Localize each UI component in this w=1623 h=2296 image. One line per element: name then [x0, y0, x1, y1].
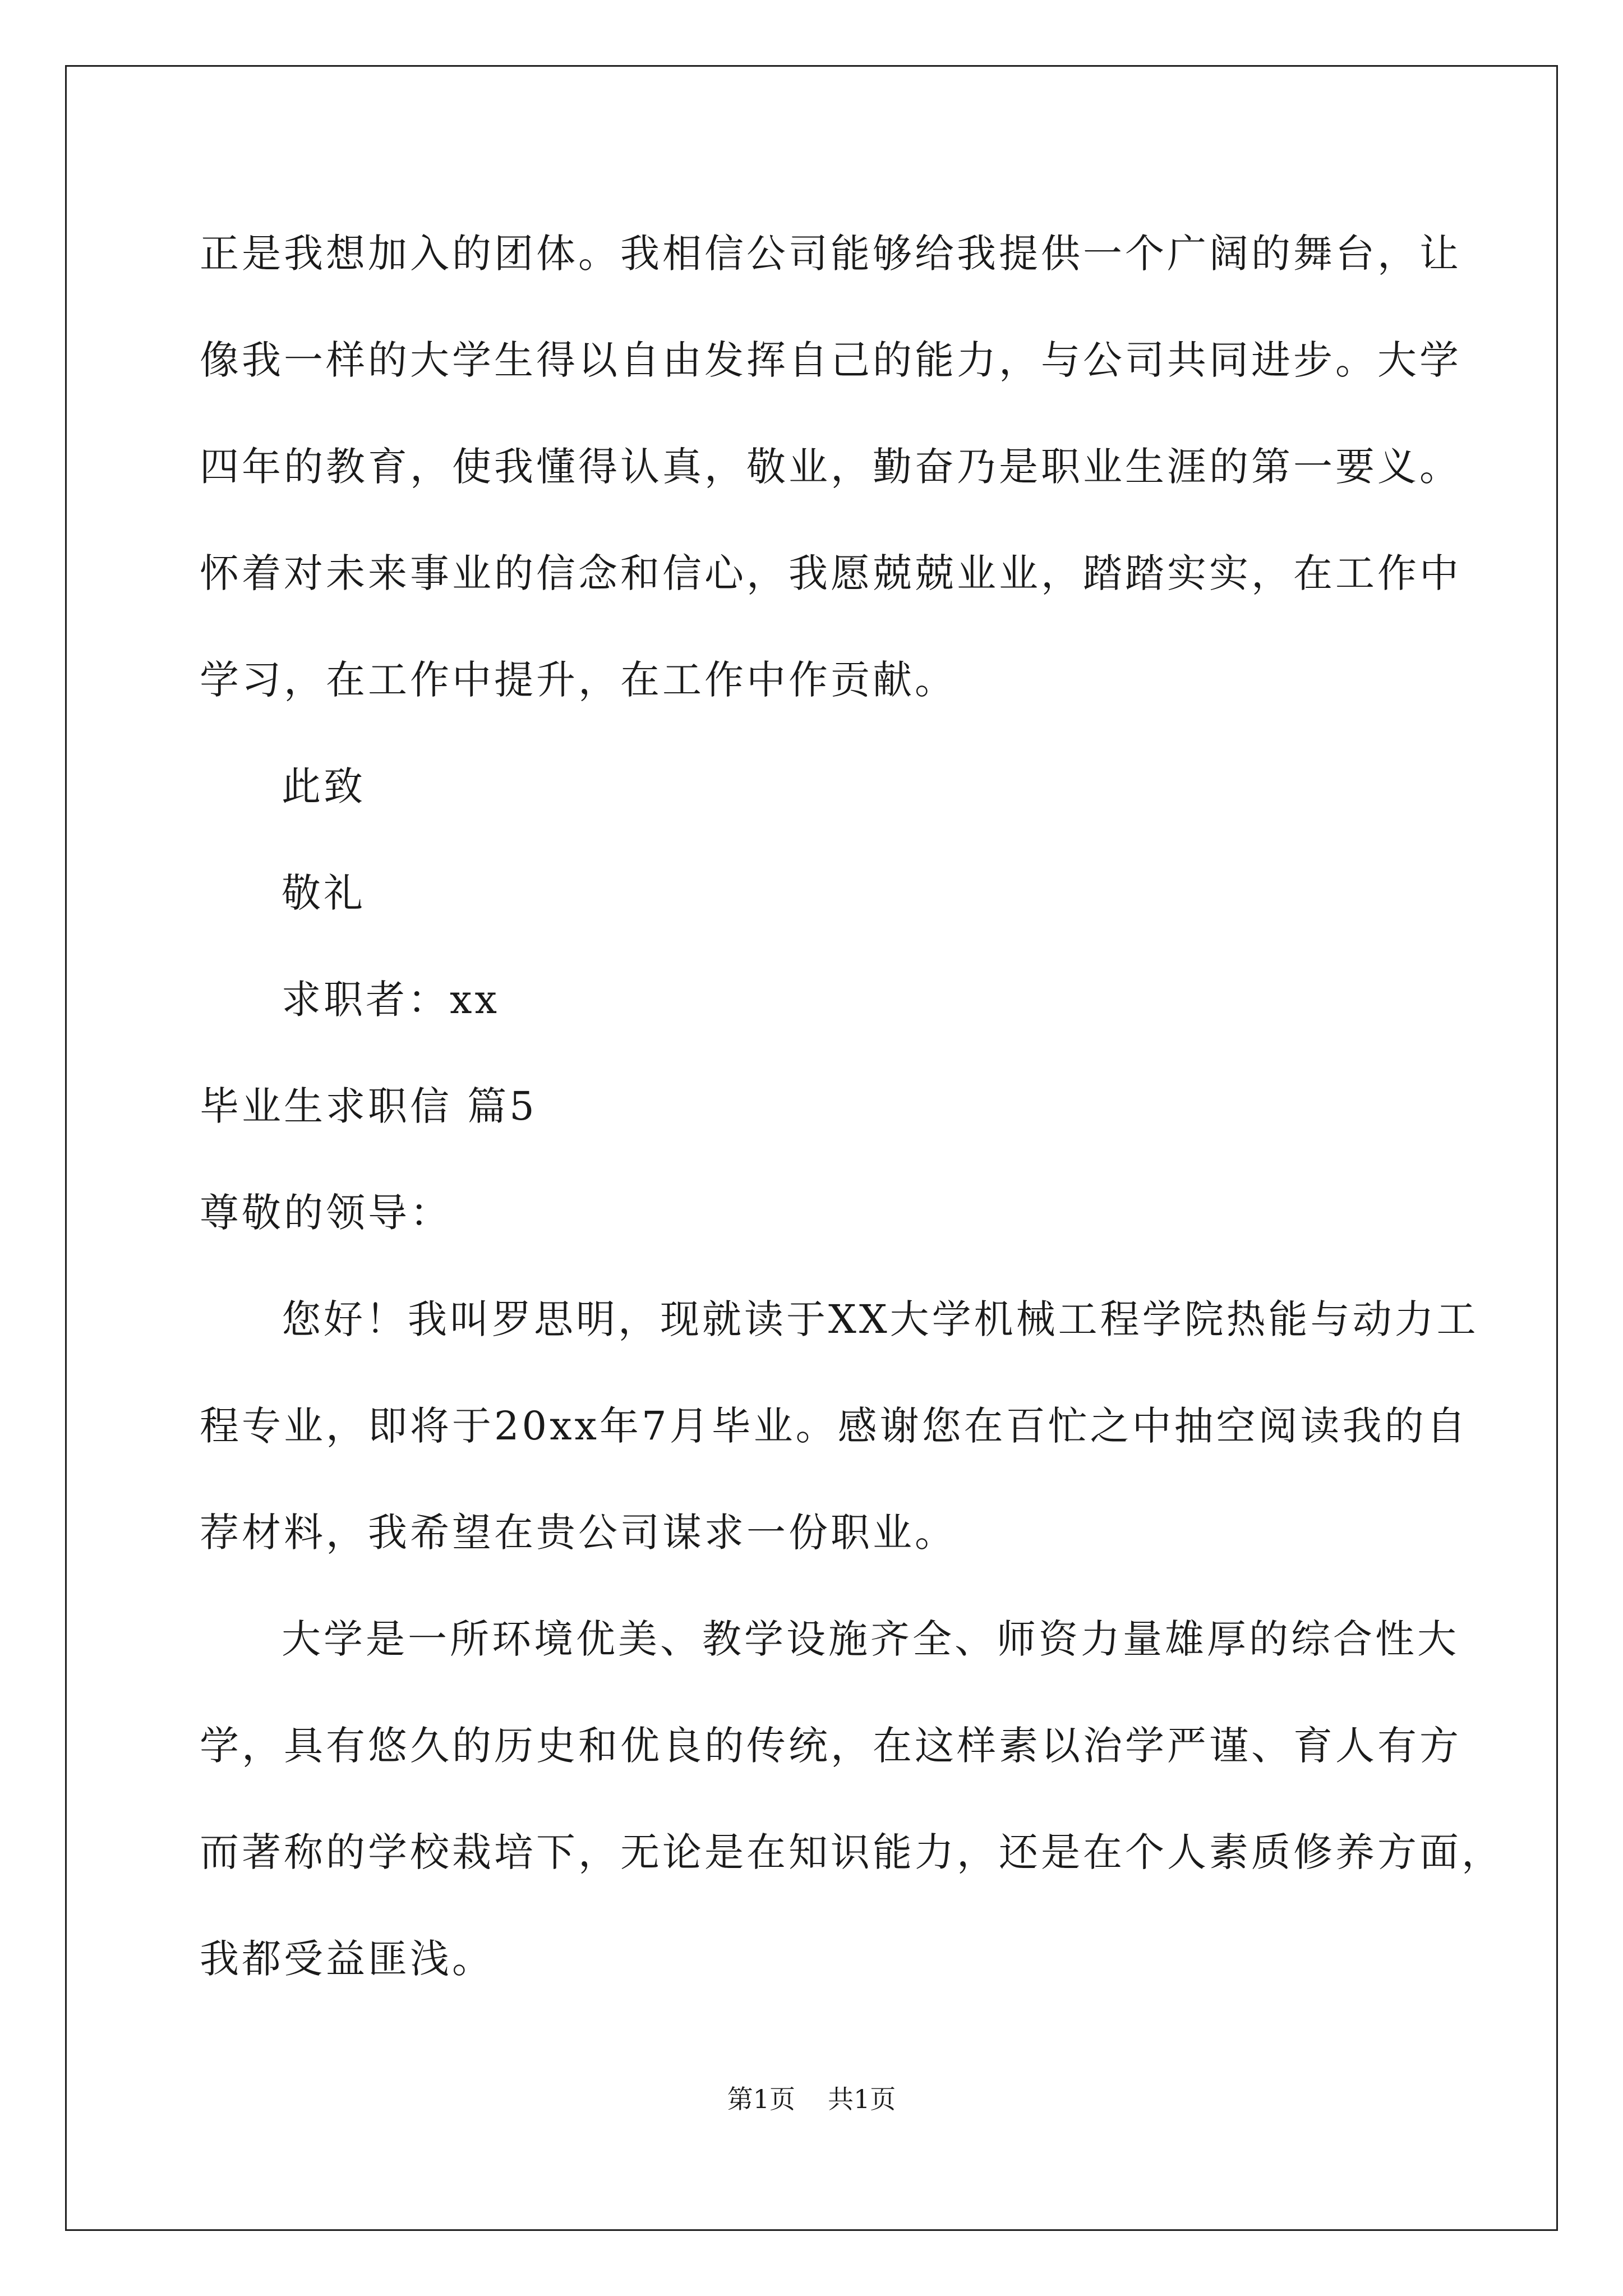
text-line: 怀着对未来事业的信念和信心，我愿兢兢业业，踏踏实实，在工作中: [200, 550, 1461, 596]
text-line: 您好！我叫罗思明，现就读于XX大学机械工程学院热能与动力工: [282, 1296, 1479, 1342]
closing-salutation: 此致: [282, 763, 366, 809]
text-line: 而著称的学校栽培下，无论是在知识能力，还是在个人素质修养方面，: [200, 1829, 1504, 1875]
text-line: 学，具有悠久的历史和优良的传统，在这样素以治学严谨、育人有方: [200, 1723, 1461, 1769]
text-line: 我都受益匪浅。: [200, 1936, 494, 1982]
signature: 求职者：xx: [282, 977, 500, 1023]
page-border: [65, 65, 1558, 2231]
section-title: 毕业生求职信 篇5: [200, 1083, 537, 1129]
text-line: 程专业，即将于20xx年7月毕业。感谢您在百忙之中抽空阅读我的自: [200, 1403, 1469, 1449]
text-line: 正是我想加入的团体。我相信公司能够给我提供一个广阔的舞台，让: [200, 231, 1461, 277]
page-total: 共1页: [828, 2084, 896, 2114]
page-footer: [0, 2082, 1623, 2116]
text-line: 像我一样的大学生得以自由发挥自己的能力，与公司共同进步。大学: [200, 337, 1461, 383]
closing-regards: 敬礼: [282, 870, 366, 916]
page-number: 第1页: [727, 2084, 795, 2114]
text-line: 四年的教育，使我懂得认真，敬业，勤奋乃是职业生涯的第一要义。: [200, 444, 1461, 490]
greeting: 尊敬的领导：: [200, 1190, 452, 1236]
text-line: 荐材料，我希望在贵公司谋求一份职业。: [200, 1510, 957, 1556]
text-line: 学习，在工作中提升，在工作中作贡献。: [200, 657, 957, 703]
text-line: 大学是一所环境优美、教学设施齐全、师资力量雄厚的综合性大: [282, 1616, 1459, 1662]
